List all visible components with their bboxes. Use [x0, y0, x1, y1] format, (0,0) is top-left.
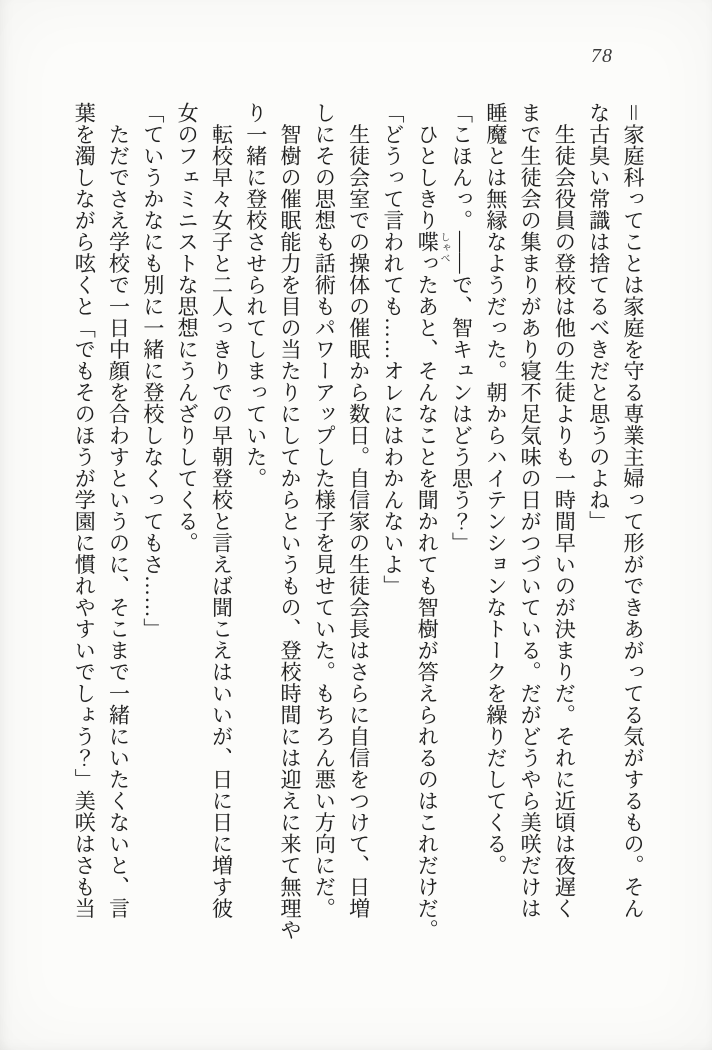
text-column-13: 転校早々女子と二人っきりでの早朝登校と言えば聞こえはいいが、日に日に増す彼 [209, 102, 234, 919]
text-column-6: 「こほんっ。――で、智キュンはどう思う？」 [449, 102, 474, 554]
text-column-9: 生徒会室での操体の催眠から数日。自信家の生徒会長はさらに自信をつけて、日増 [346, 102, 371, 919]
text-column-7: ひとしきり喋ったあと、そんなことを聞かれても智樹が答えられるのはこれだけだ。 [415, 102, 440, 941]
text-column-15: 「ていうかなにも別に一緒に登校しなくってもさ……」 [140, 102, 165, 640]
text-column-5: 睡魔とは無縁なようだった。朝からハイテンションなトークを繰りだしてくる。 [483, 102, 508, 876]
text-column-12: り一緒に登校させられてしまっていた。 [243, 102, 268, 489]
text-column-14: 女のフェミニストな思想にうんざりしてくる。 [175, 102, 200, 554]
text-column-17: 葉を濁しながら呟くと「でもそのほうが学園に慣れやすいでしょう？」美咲はさも当 [72, 102, 97, 919]
text-column-4: まで生徒会の集まりがあり寝不足気味の日がつづいている。だがどうやら美咲だけは [518, 102, 543, 919]
text-column-3: 生徒会役員の登校は他の生徒よりも一時間早いのが決まりだ。それに近頃は夜遅く [552, 102, 577, 919]
text-column-10: しにその思想も話術もパワーアップした様子を見せていた。もちろん悪い方向にだ。 [312, 102, 337, 919]
page-text [64, 102, 650, 954]
text-column-8: 「どうって言われても……オレにはわかんないよ」 [380, 102, 405, 597]
text-column-2: な古臭い常識は捨てるべきだと思うのよね」 [586, 102, 611, 532]
text-column-11: 智樹の催眠能力を目の当たりにしてからというもの、登校時間には迎えに来て無理や [278, 102, 303, 941]
page-number: 78 [591, 45, 613, 67]
text-column-16: ただでさえ学校で一日中顔を合わすというのに、そこまで一緒にいたくないと、言 [106, 102, 131, 919]
furigana-shaberu: しゃべ [438, 232, 449, 264]
text-column-1: ＝家庭科ってことは家庭を守る専業主婦って形ができあがってる気がするもの。そん [621, 102, 645, 919]
